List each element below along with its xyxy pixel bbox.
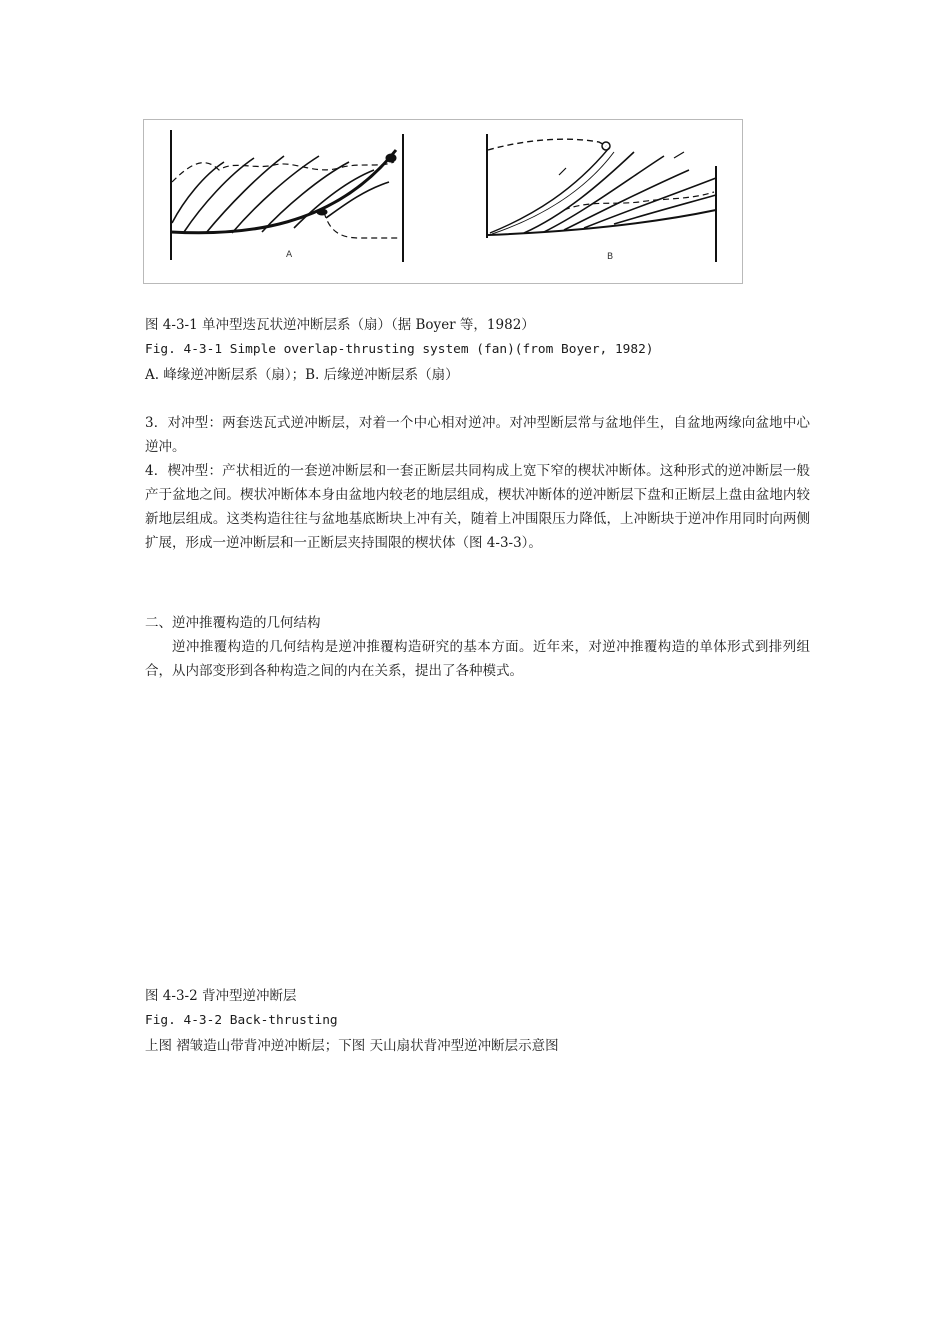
paragraph-item-4: 4．楔冲型：产状相近的一套逆冲断层和一套正断层共同构成上宽下窄的楔状冲断体。这种形式的逆冲断层一般产于盆地之间。楔状冲断体本身由盆地内较老的地层组成，楔状冲断体的逆冲断层下盘和正断层上盘由盆地内较新地层组成。这类构造往往与盆地基底断块上冲有关，随着上冲围限压力降低，上冲断块于逆冲作用同时向两侧扩展，形成一逆冲断层和一正断层夹持围限的楔状体（图 4-3-3）。 bbox=[145, 463, 810, 551]
figure-2-caption-cn: 图 4-3-2 背冲型逆冲断层 bbox=[145, 988, 297, 1004]
panel-b-drawing bbox=[487, 134, 716, 262]
thrust-fan-diagram bbox=[144, 120, 744, 285]
panel-b-label: B bbox=[607, 252, 614, 262]
figure-1-caption-cn: 图 4-3-1 单冲型迭瓦状逆冲断层系（扇）（据 Boyer 等，1982） bbox=[145, 317, 535, 333]
figure-4-3-1-image bbox=[143, 119, 743, 284]
panel-a-drawing bbox=[171, 130, 403, 262]
figure-2-caption-sub: 上图 褶皱造山带背冲逆冲断层；下图 天山扇状背冲型逆冲断层示意图 bbox=[145, 1038, 559, 1054]
panel-a-label: A bbox=[286, 250, 293, 260]
section-paragraph: 逆冲推覆构造的几何结构是逆冲推覆构造研究的基本方面。近年来，对逆冲推覆构造的单体形式到排列组合，从内部变形到各种构造之间的内在关系，提出了各种模式。 bbox=[145, 639, 810, 679]
figure-2-caption-en: Fig. 4-3-2 Back-thrusting bbox=[145, 1013, 338, 1028]
section-heading: 二、逆冲推覆构造的几何结构 bbox=[145, 615, 321, 631]
figure-1-caption-sub: A. 峰缘逆冲断层系（扇）；B. 后缘逆冲断层系（扇） bbox=[145, 367, 459, 383]
figure-1-caption-en: Fig. 4-3-1 Simple overlap-thrusting system (fan)(from Boyer, 1982) bbox=[145, 342, 654, 357]
paragraph-item-3: 3．对冲型：两套迭瓦式逆冲断层，对着一个中心相对逆冲。对冲型断层常与盆地伴生，自盆地两缘向盆地中心逆冲。 bbox=[145, 415, 810, 455]
